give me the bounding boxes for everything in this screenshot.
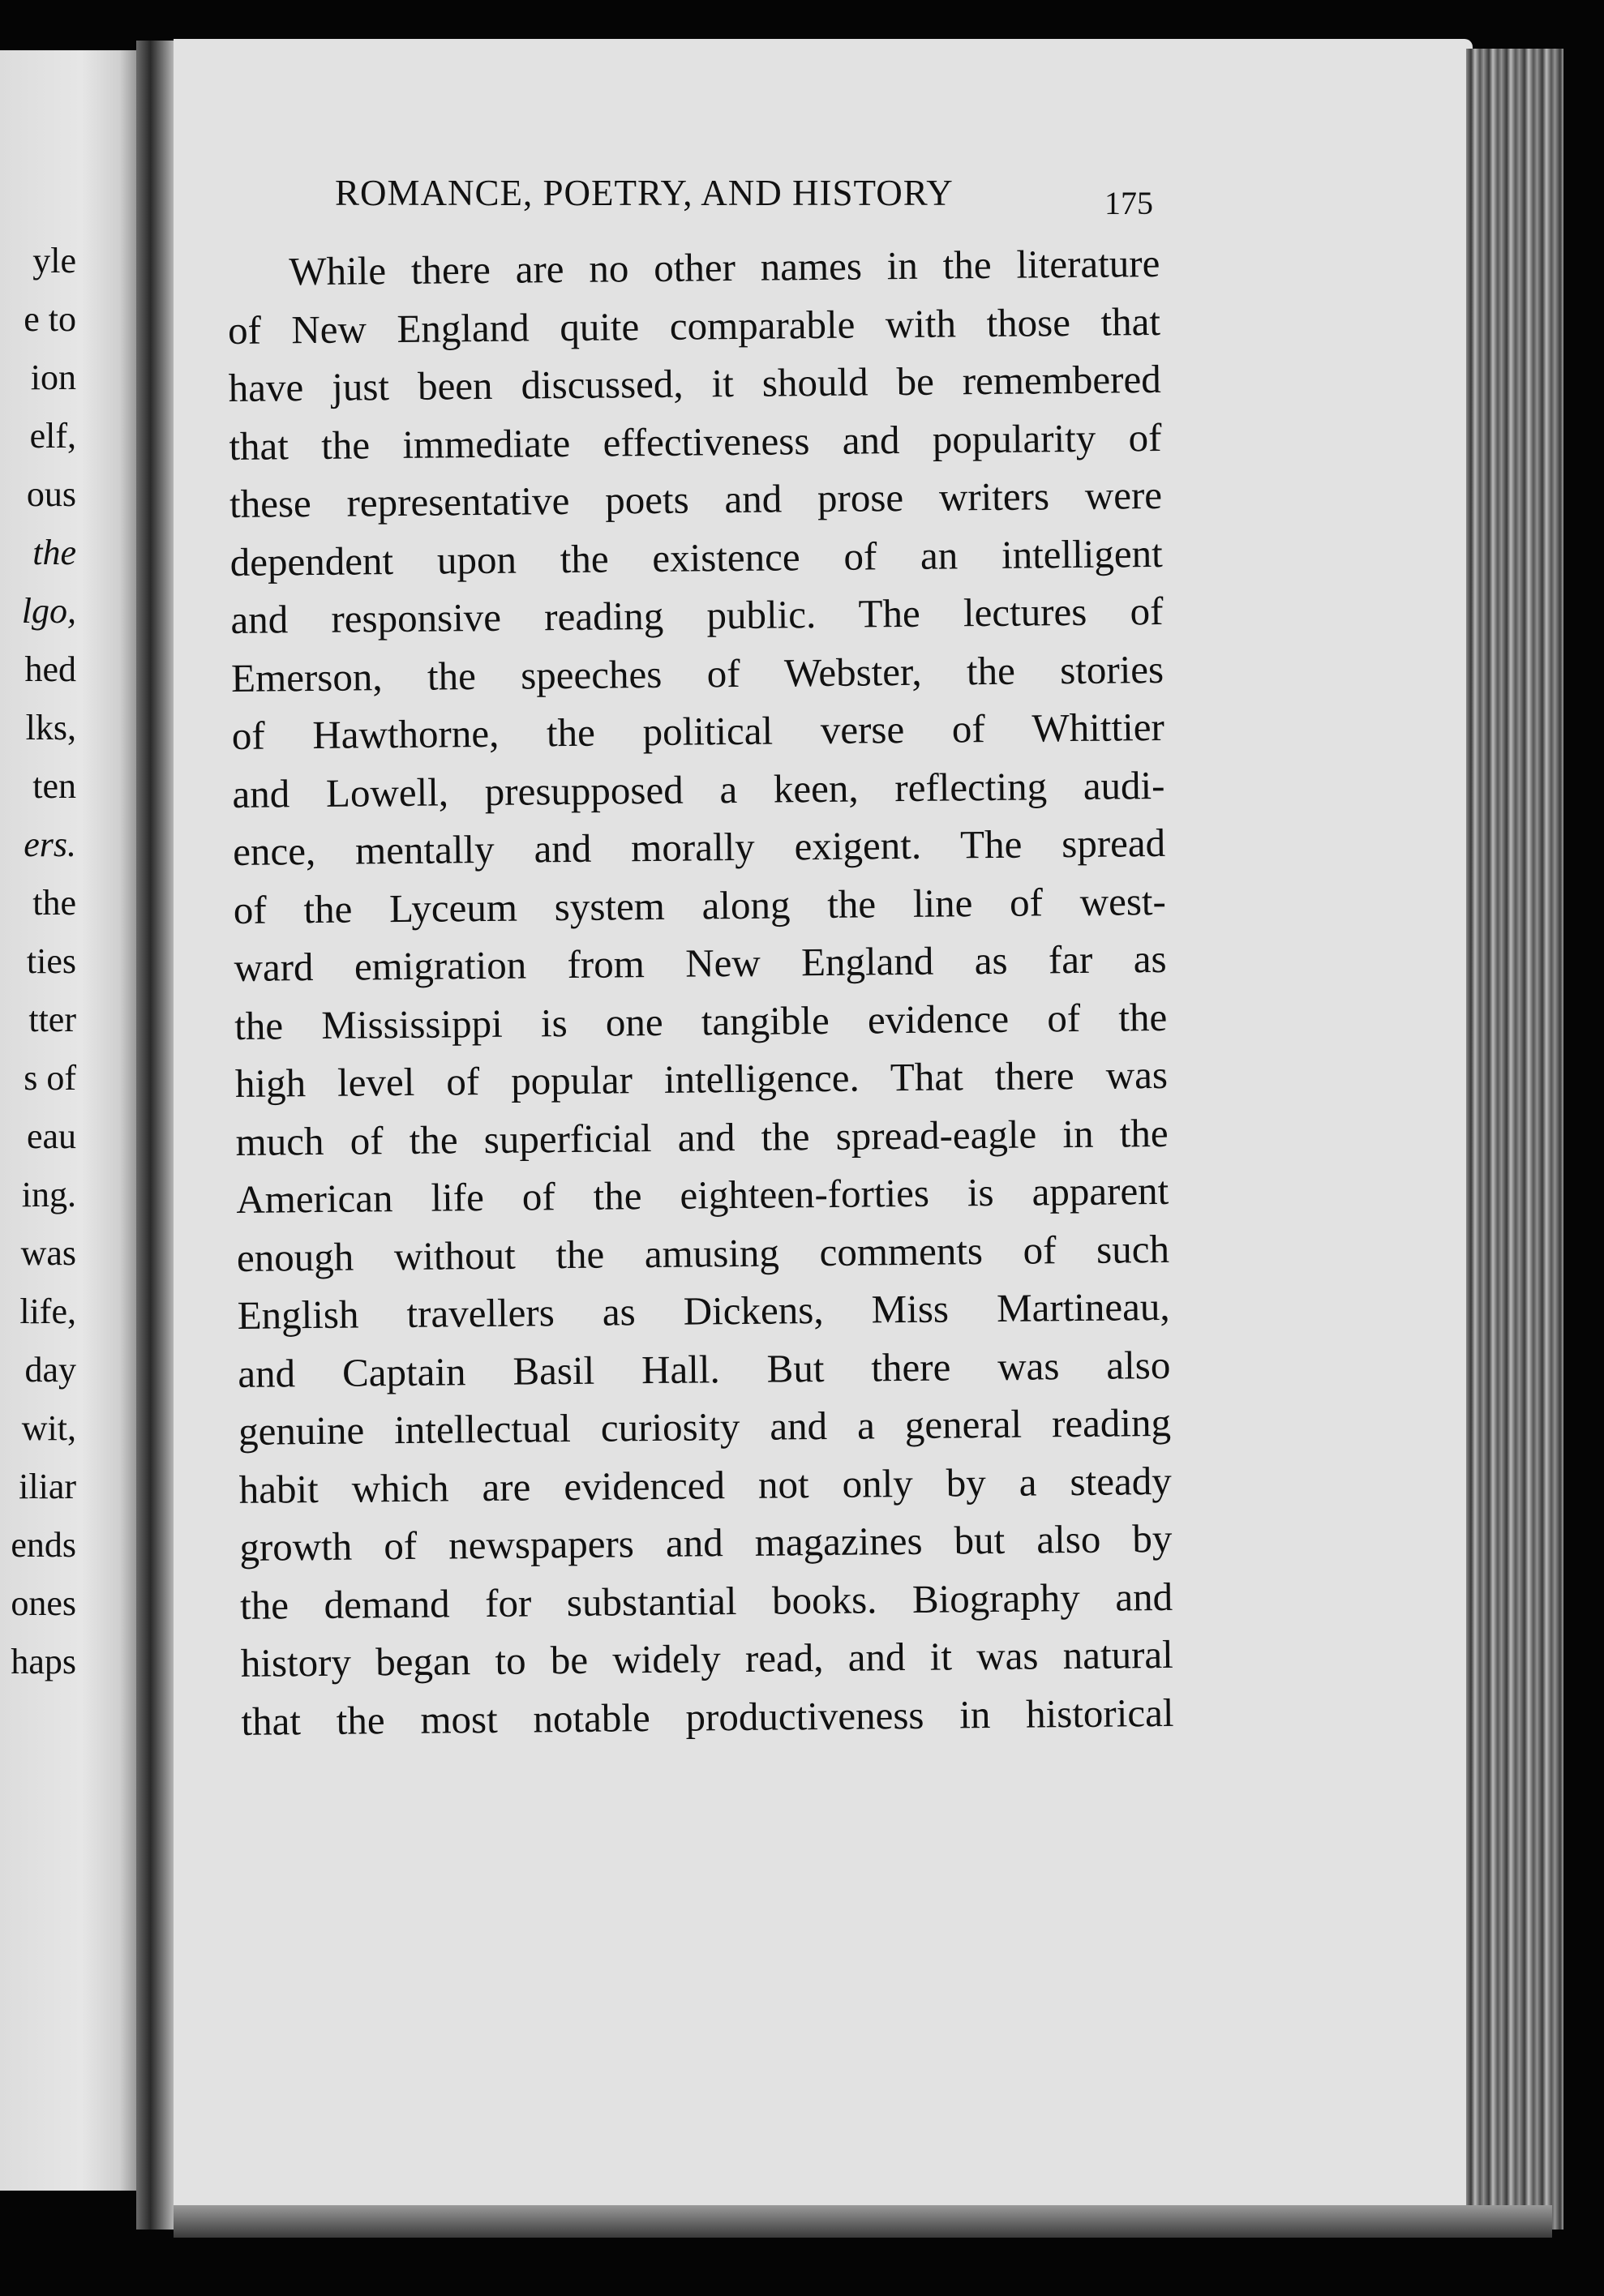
- previous-page-line: ers.: [24, 825, 76, 864]
- text-line: growth of newspapers and magazines but also by: [239, 1515, 1173, 1570]
- text-line: enough without the amusing comments of such: [236, 1226, 1170, 1280]
- text-line: genuine intellectual curiosity and a general reading: [238, 1399, 1172, 1454]
- previous-page-fragment: [0, 50, 136, 2191]
- page-gutter: [136, 41, 177, 2230]
- previous-page-line: tter: [28, 999, 76, 1039]
- previous-page-line: the: [32, 533, 76, 572]
- text-line: that the most notable productiveness in historical: [241, 1690, 1174, 1744]
- text-line: English travellers as Dickens, Miss Martineau,: [237, 1283, 1170, 1338]
- previous-page-line: ones: [11, 1583, 76, 1623]
- page-bottom-edge: [174, 2205, 1552, 2238]
- running-head: ROMANCE, POETRY, AND HISTORY: [335, 173, 954, 213]
- text-line: Emerson, the speeches of Webster, the stories: [230, 646, 1164, 700]
- text-line: American life of the eighteen-forties is apparent: [236, 1167, 1169, 1222]
- text-line: ward emigration from New England as far as: [234, 936, 1167, 990]
- text-line: high level of popular intelligence. That there was: [234, 1052, 1169, 1106]
- previous-page-line: elf,: [29, 415, 76, 456]
- previous-page-line: lgo,: [21, 591, 76, 632]
- previous-page-line: wit,: [21, 1408, 76, 1448]
- previous-page-line: s of: [24, 1057, 76, 1098]
- text-line: have just been discussed, it should be remembered: [228, 356, 1161, 410]
- text-line: the Mississippi is one tangible evidence of the: [234, 994, 1168, 1048]
- previous-page-line: ous: [26, 473, 76, 514]
- text-line: While there are no other names in the literature: [289, 240, 1160, 294]
- page-number: 175: [1104, 185, 1153, 221]
- book-edge: [1466, 49, 1563, 2230]
- text-line: and Captain Basil Hall. But there was also: [238, 1342, 1171, 1396]
- text-line: of Hawthorne, the political verse of Whittier: [231, 704, 1165, 758]
- previous-page-line: ion: [30, 358, 76, 398]
- text-line: the demand for substantial books. Biography and: [239, 1574, 1173, 1628]
- text-line: of the Lyceum system along the line of west-: [233, 878, 1167, 932]
- text-line: of New England quite comparable with those that: [227, 298, 1161, 353]
- body-text: [227, 234, 1174, 1750]
- previous-page-line: life,: [19, 1291, 76, 1331]
- previous-page-line: haps: [11, 1641, 76, 1681]
- previous-page-line: ing.: [21, 1175, 76, 1215]
- text-line: and responsive reading public. The lectures of: [230, 588, 1164, 642]
- text-line: ence, mentally and morally exigent. The spread: [232, 820, 1166, 874]
- previous-page-line: ties: [26, 941, 76, 982]
- previous-page-line: the: [32, 883, 76, 923]
- previous-page-line: day: [24, 1349, 76, 1390]
- previous-page-line: yle: [32, 241, 76, 281]
- previous-page-line: lks,: [25, 707, 76, 747]
- text-line: these representative poets and prose writers were: [229, 472, 1163, 526]
- previous-page-line: eau: [26, 1116, 76, 1156]
- previous-page-line: e to: [24, 299, 76, 340]
- text-line: much of the superficial and the spread-eagle in the: [235, 1110, 1169, 1164]
- text-line: and Lowell, presupposed a keen, reflecting audi-: [232, 762, 1165, 816]
- previous-page-line: ends: [11, 1525, 76, 1566]
- previous-page-line: was: [20, 1233, 76, 1274]
- previous-page-line: hed: [24, 649, 76, 690]
- text-line: habit which are evidenced not only by a steady: [238, 1458, 1172, 1512]
- text-line: history began to be widely read, and it was natural: [240, 1631, 1174, 1686]
- previous-page-line: iliar: [19, 1467, 76, 1507]
- text-line: dependent upon the existence of an intelligent: [229, 530, 1163, 585]
- previous-page-line: ten: [32, 765, 76, 806]
- text-line: that the immediate effectiveness and popularity of: [229, 414, 1162, 469]
